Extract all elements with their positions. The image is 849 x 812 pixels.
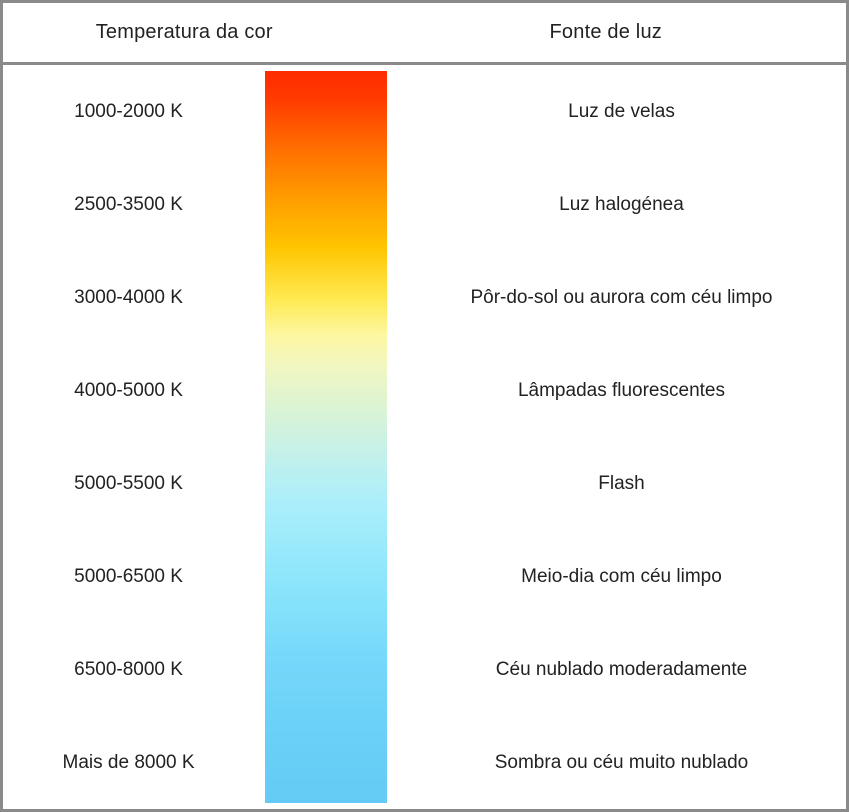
cell-source: Meio-dia com céu limpo: [521, 565, 722, 587]
table-header-row: [3, 3, 846, 65]
cell-temperature: 1000-2000 K: [74, 100, 183, 122]
table-row: [3, 65, 846, 158]
cell-temperature: 6500-8000 K: [74, 658, 183, 680]
cell-temperature: 5000-6500 K: [74, 565, 183, 587]
header-temperature: Temperatura da cor: [95, 21, 273, 43]
table-rows: [3, 65, 846, 809]
cell-temperature: Mais de 8000 K: [62, 751, 195, 773]
cell-temperature: 2500-3500 K: [74, 193, 183, 215]
table-body: [3, 65, 846, 809]
table-row: [3, 623, 846, 716]
cell-source: Luz halogénea: [559, 193, 684, 215]
cell-temperature: 3000-4000 K: [74, 286, 183, 308]
cell-source: Céu nublado moderadamente: [495, 658, 748, 680]
header-source: Fonte de luz: [549, 21, 662, 43]
color-temperature-gradient-bar: [265, 71, 387, 803]
table-row: [3, 344, 846, 437]
table-row: [3, 530, 846, 623]
table-wrapper: [3, 3, 846, 809]
table-row: [3, 716, 846, 809]
cell-source: Flash: [598, 472, 645, 494]
cell-source: Luz de velas: [568, 100, 675, 122]
cell-temperature: 5000-5500 K: [74, 472, 183, 494]
cell-source: Sombra ou céu muito nublado: [494, 751, 749, 773]
cell-temperature: 4000-5000 K: [74, 379, 183, 401]
table-row: [3, 251, 846, 344]
table-row: [3, 158, 846, 251]
cell-source: Pôr-do-sol ou aurora com céu limpo: [470, 286, 773, 308]
table-row: [3, 437, 846, 530]
cell-source: Lâmpadas fluorescentes: [517, 379, 725, 401]
